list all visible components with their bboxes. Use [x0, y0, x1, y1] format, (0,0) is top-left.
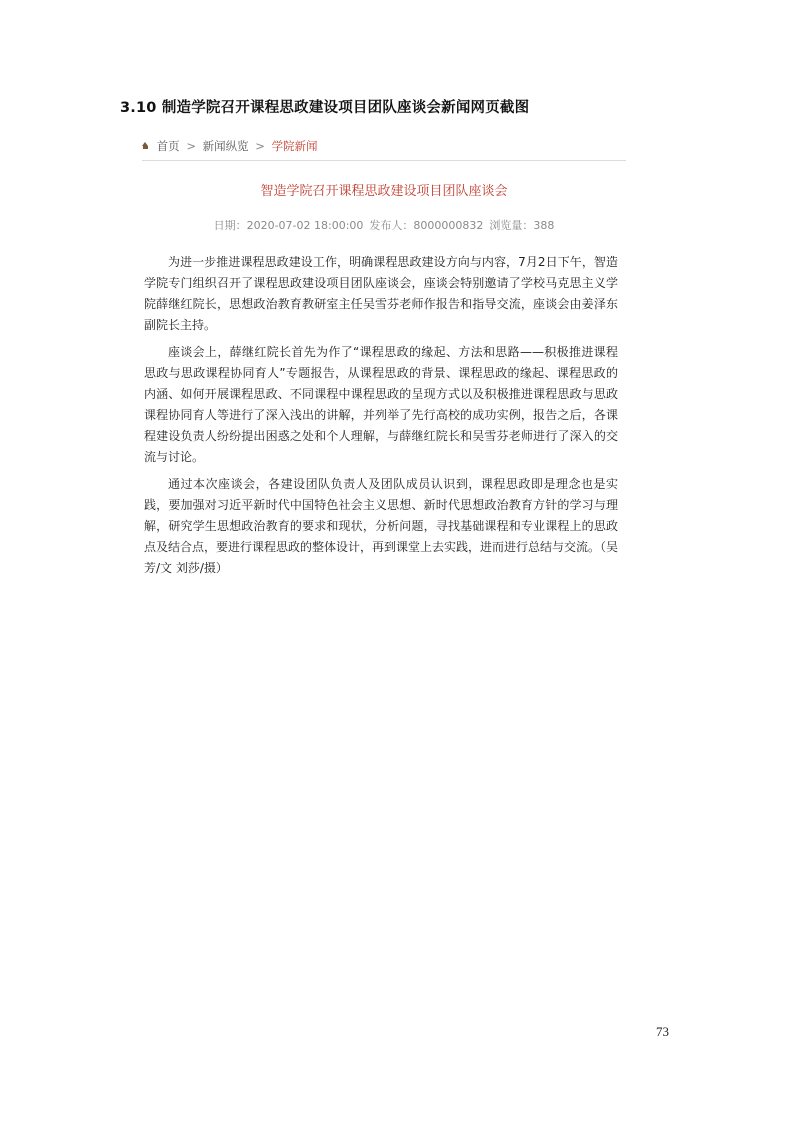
article-title: 智造学院召开课程思政建设项目团队座谈会: [260, 184, 508, 199]
breadcrumb-separator: >: [186, 139, 196, 153]
breadcrumb: [142, 138, 318, 154]
breadcrumb-news-overview-link[interactable]: 新闻纵览: [202, 139, 249, 153]
breadcrumb-divider: [142, 160, 626, 161]
article-paragraph: 通过本次座谈会，各建设团队负责人及团队成员认识到，课程思政即是理念也是实践，要加强对习近平新时代中国特色社会主义思想、新时代思想政治教育方针的学习与理解，研究学生思想政治教育的要求和现状，分析问题，寻找基础课程和专业课程上的思政点及结合点，要进行课程思政的整体设计，再到课堂上去实践，进而进行总结与交流。（吴芳/文 刘莎/摄）: [144, 477, 619, 575]
article-paragraph: 为进一步推进课程思政建设工作，明确课程思政建设方向与内容，7月2日下午，智造学院专门组织召开了课程思政建设项目团队座谈会，座谈会特别邀请了学校马克思主义学院薛继红院长，思想政治教育教研室主任吴雪芬老师作报告和指导交流，座谈会由姜泽东副院长主持。: [144, 255, 618, 332]
article-paragraph: 座谈会上，薛继红院长首先为作了“课程思政的缘起、方法和思路——积极推进课程思政与思政课程协同育人”专题报告，从课程思政的背景、课程思政的缘起、课程思政的内涵、如何开展课程思政、不同课程中课程思政的呈现方式以及积极推进课程思政与思政课程协同育人等进行了深入浅出的讲解，并列举了先行高校的成功实例，报告之后，各课程建设负责人纷纷提出困惑之处和个人理解，与薛继红院长和吴雪芬老师进行了深入的交流与讨论。: [144, 345, 618, 464]
section-heading: 3.10 制造学院召开课程思政建设项目团队座谈会新闻网页截图: [120, 100, 530, 116]
news-page-screenshot: [142, 132, 626, 652]
home-icon: [142, 142, 149, 149]
breadcrumb-college-news-link[interactable]: 学院新闻: [271, 139, 318, 153]
article-date: 日期：2020-07-02 18:00:00: [213, 219, 364, 232]
article-body: [144, 252, 618, 585]
article-view-count: 浏览量：388: [489, 219, 555, 232]
page-number: 73: [656, 1024, 669, 1039]
article-meta: [142, 217, 626, 233]
breadcrumb-home-link[interactable]: 首页: [156, 139, 180, 153]
breadcrumb-separator: >: [255, 139, 265, 153]
article-publisher: 发布人：8000000832: [369, 219, 484, 232]
